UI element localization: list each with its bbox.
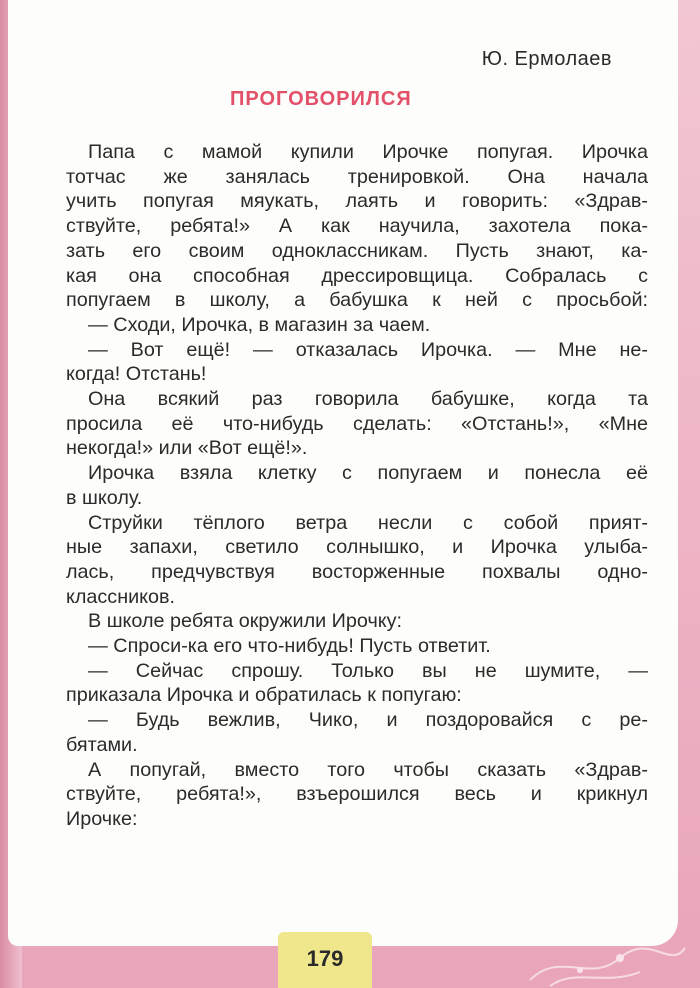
- floral-decoration: [520, 940, 690, 988]
- book-page: [8, 0, 678, 946]
- text-line: приказала Ирочка и обратилась к попугаю:: [66, 684, 462, 707]
- text-line: Папа с мамой купили Ирочке попугая. Ирочка: [88, 141, 648, 163]
- page-number: 179: [306, 946, 344, 971]
- author-name: Ю. Ермолаев: [481, 48, 612, 70]
- text-line: классников.: [66, 585, 176, 608]
- story-title: ПРОГОВОРИЛСЯ: [230, 88, 412, 110]
- text-line: — Сейчас спрошу. Только вы не шумите, —: [88, 659, 648, 682]
- text-line: ствуйте, ребята!» А как научила, захотела пока-: [66, 215, 648, 238]
- text-line: зать его своим одноклассникам. Пусть знают, ка-: [66, 239, 648, 262]
- text-line: В школе ребята окружили Ирочку:: [88, 610, 403, 633]
- text-line: А попугай, вместо того чтобы сказать «Здрав-: [88, 758, 648, 781]
- text-line: ные запахи, светило солнышко, и Ирочка улыба-: [66, 536, 648, 559]
- text-line: — Вот ещё! — отказалась Ирочка. — Мне не-: [88, 338, 648, 361]
- text-line: лась, предчувствуя восторженные похвалы одно-: [66, 560, 648, 583]
- text-line: попугаем в школу, а бабушка к ней с просьбой:: [66, 289, 648, 312]
- text-line: некогда!» или «Вот ещё!».: [66, 437, 308, 460]
- text-line: учить попугая мяукать, лаять и говорить: «Здрав-: [66, 190, 648, 213]
- text-line: когда! Отстань!: [66, 363, 207, 386]
- text-line: кая она способная дрессировщица. Собралась с: [66, 264, 648, 287]
- text-line: тотчас же занялась тренировкой. Она начала: [66, 165, 648, 188]
- text-line: — Сходи, Ирочка, в магазин за чаем.: [88, 313, 431, 336]
- text-line: ствуйте, ребята!», взъерошился весь и крикнул: [66, 783, 648, 806]
- text-line: Струйки тёплого ветра несли с собой прият-: [88, 511, 648, 534]
- text-line: — Будь вежлив, Чико, и поздоровайся с ре-: [88, 709, 648, 732]
- text-line: Ирочка взяла клетку с попугаем и понесла её: [88, 462, 648, 485]
- text-line: в школу.: [66, 486, 143, 509]
- text-line: — Спроси-ка его что-нибудь! Пусть ответит.: [88, 635, 491, 658]
- text-line: Ирочке:: [66, 807, 138, 830]
- story-text: [66, 140, 648, 832]
- text-line: Она всякий раз говорила бабушке, когда та: [88, 388, 648, 411]
- page-number-tab: [278, 932, 372, 988]
- text-line: просила её что-нибудь сделать: «Отстань!», «Мне: [66, 412, 648, 435]
- text-line: бятами.: [66, 733, 138, 756]
